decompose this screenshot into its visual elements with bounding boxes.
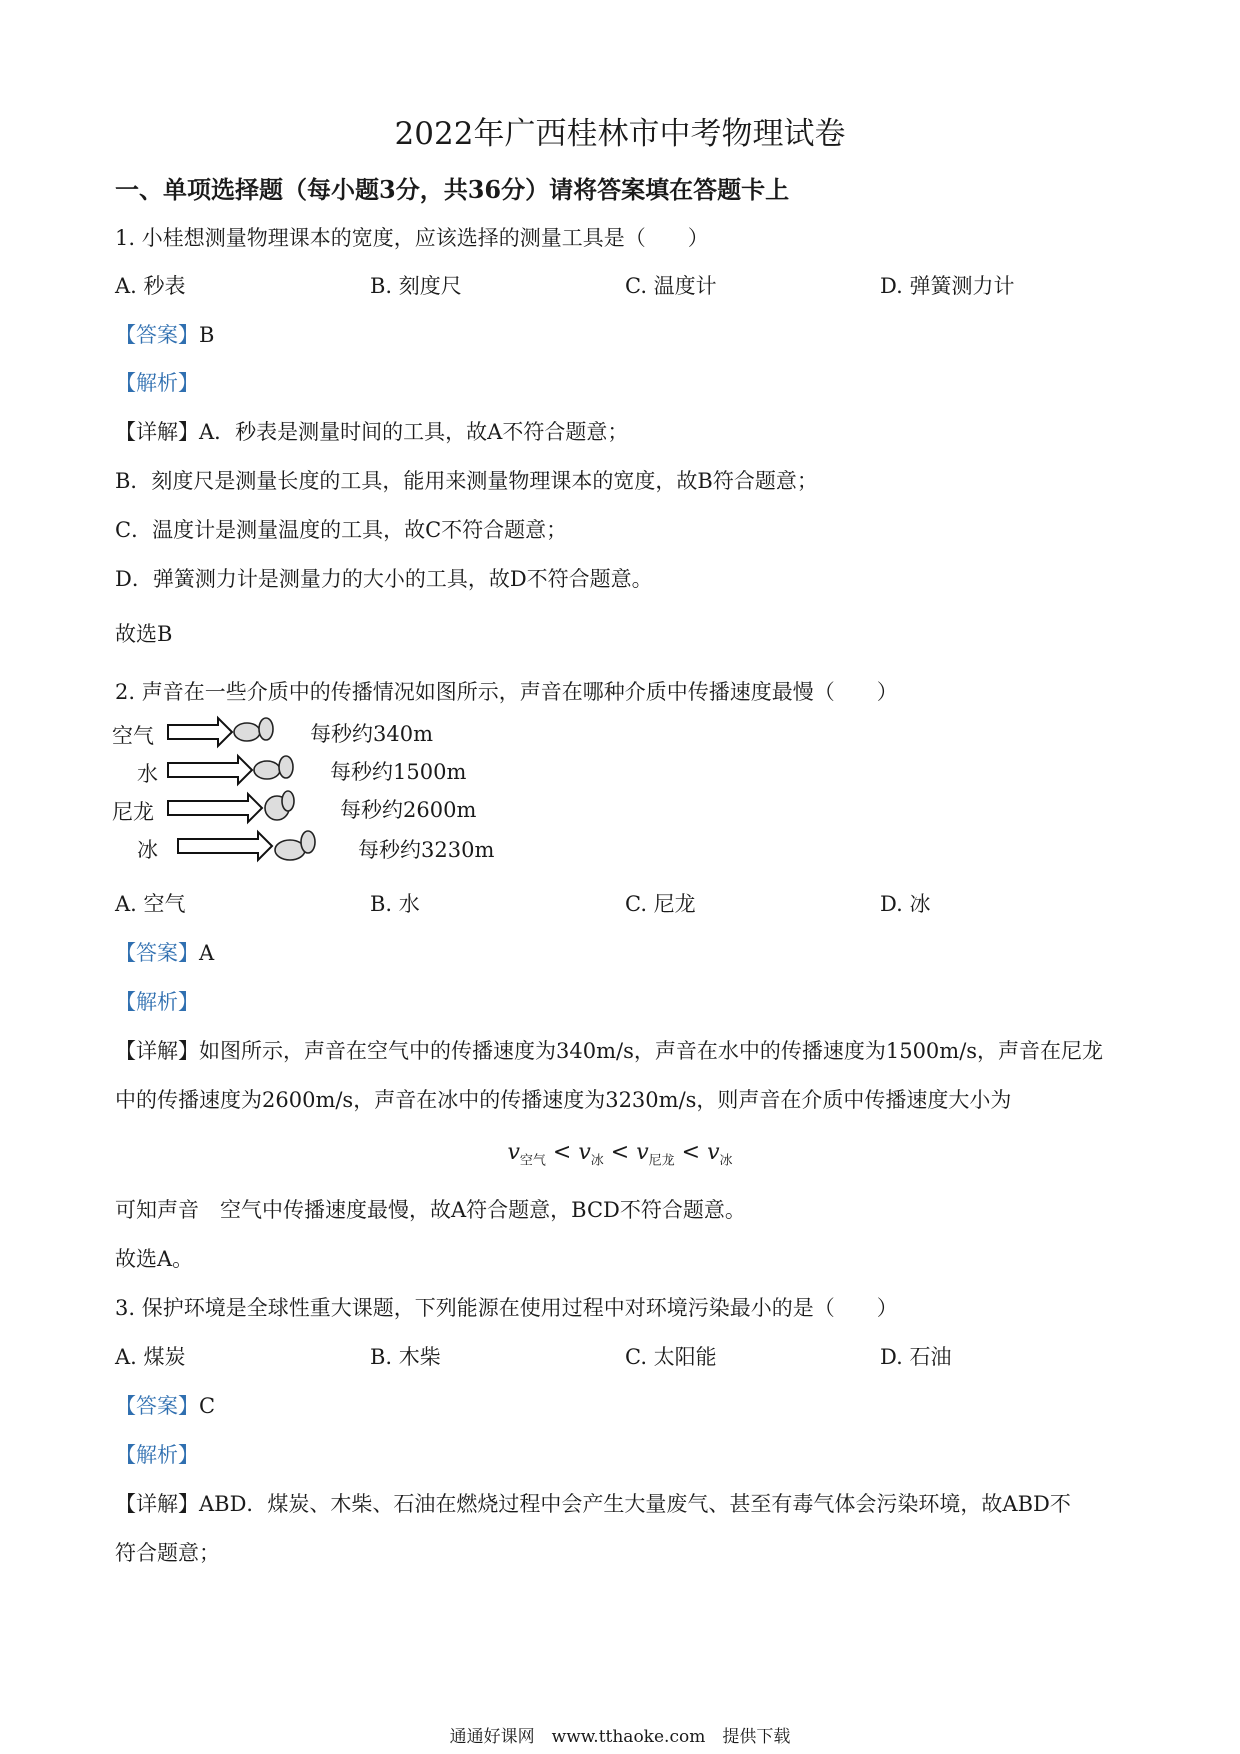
q3-answer xyxy=(115,1390,215,1420)
arrow-ice xyxy=(178,832,272,860)
q1-detail-4: D．弹簧测力计是测量力的大小的工具，故D不符合题意。 xyxy=(115,567,653,591)
speed-inequality: $v_{空气} < v_冰 < v_{尼龙} < v_冰$ xyxy=(507,1140,733,1169)
diagram-speed-ice: 每秒约3230m xyxy=(358,838,495,862)
q2-detail-1: 【详解】如图所示，声音在空气中的传播速度为340m/s，声音在水中的传播速度为1500m/s，声音在尼龙 xyxy=(115,1039,1104,1063)
detail-tag: 【详解】 xyxy=(115,420,199,444)
q2-analysis-tag: 【解析】 xyxy=(115,990,199,1014)
q1-answer xyxy=(115,319,214,349)
q2-conclusion: 故选A。 xyxy=(115,1247,194,1271)
arrow-air xyxy=(168,718,232,746)
q1-detail-3: C．温度计是测量温度的工具，故C不符合题意； xyxy=(115,518,568,542)
answer-tag: 【答案】 xyxy=(115,1394,199,1418)
q3-option-b: B. 木柴 xyxy=(370,1345,441,1369)
arrow-nylon xyxy=(168,794,262,822)
q3-option-c: C. 太阳能 xyxy=(625,1345,717,1369)
q1-stem: 1. 小桂想测量物理课本的宽度，应该选择的测量工具是（ ） xyxy=(115,226,709,250)
q1-conclusion: 故选B xyxy=(115,622,173,646)
diagram-label-nylon: 尼龙 xyxy=(112,800,154,824)
q1-option-a: A. 秒表 xyxy=(115,274,186,298)
listener-water-icon xyxy=(254,761,280,779)
diagram-speed-water: 每秒约1500m xyxy=(330,760,467,784)
q3-analysis-tag: 【解析】 xyxy=(115,1443,199,1467)
answer-value: C xyxy=(199,1394,216,1418)
detail-tag: 【详解】 xyxy=(115,1492,199,1516)
q1-option-b: B. 刻度尺 xyxy=(370,274,462,298)
q2-after: 可知声音 空气中传播速度最慢，故A符合题意，BCD不符合题意。 xyxy=(115,1198,746,1222)
listener-air-icon xyxy=(234,723,260,741)
diagram-label-ice: 冰 xyxy=(137,838,158,862)
arrow-water xyxy=(168,756,252,784)
q1-analysis-tag: 【解析】 xyxy=(115,371,199,395)
q3-stem: 3. 保护环境是全球性重大课题，下列能源在使用过程中对环境污染最小的是（ ） xyxy=(115,1296,898,1320)
q2-answer xyxy=(115,937,214,967)
q2-option-d: D. 冰 xyxy=(880,892,931,916)
q2-option-a: A. 空气 xyxy=(115,892,186,916)
q2-stem: 2. 声音在一些介质中的传播情况如图所示，声音在哪种介质中传播速度最慢（ ） xyxy=(115,680,898,704)
answer-value: A xyxy=(199,941,215,965)
q3-option-a: A. 煤炭 xyxy=(115,1345,186,1369)
section-heading: 一、单项选择题（每小题3分，共36分）请将答案填在答题卡上 xyxy=(115,175,790,204)
q1-option-d: D. 弹簧测力计 xyxy=(880,274,1015,298)
q1-detail-2: B．刻度尺是测量长度的工具，能用来测量物理课本的宽度，故B符合题意； xyxy=(115,469,818,493)
q2-detail-2: 中的传播速度为2600m/s，声音在冰中的传播速度为3230m/s，则声音在介质中传播速度大小为 xyxy=(115,1088,1012,1112)
diagram-label-air: 空气 xyxy=(112,724,154,748)
page-title: 2022年广西桂林市中考物理试卷 xyxy=(394,116,846,152)
q2-option-c: C. 尼龙 xyxy=(625,892,696,916)
answer-value: B xyxy=(199,323,215,347)
q2-option-b: B. 水 xyxy=(370,892,420,916)
q1-option-c: C. 温度计 xyxy=(625,274,717,298)
diagram-speed-air: 每秒约340m xyxy=(310,722,433,746)
diagram-speed-nylon: 每秒约2600m xyxy=(340,798,477,822)
diagram-label-water: 水 xyxy=(137,762,158,786)
q3-detail-2: 符合题意； xyxy=(115,1541,220,1565)
answer-tag: 【答案】 xyxy=(115,941,199,965)
page-footer[interactable]: 通通好课网 www.tthaoke.com 提供下载 xyxy=(449,1727,791,1747)
detail-tag: 【详解】 xyxy=(115,1039,199,1063)
q3-detail-1: 【详解】ABD．煤炭、木柴、石油在燃烧过程中会产生大量废气、甚至有毒气体会污染环境，故ABD不 xyxy=(115,1492,1071,1516)
q3-option-d: D. 石油 xyxy=(880,1345,952,1369)
answer-tag: 【答案】 xyxy=(115,323,199,347)
q1-detail-1: 【详解】A．秒表是测量时间的工具，故A不符合题意； xyxy=(115,420,629,444)
